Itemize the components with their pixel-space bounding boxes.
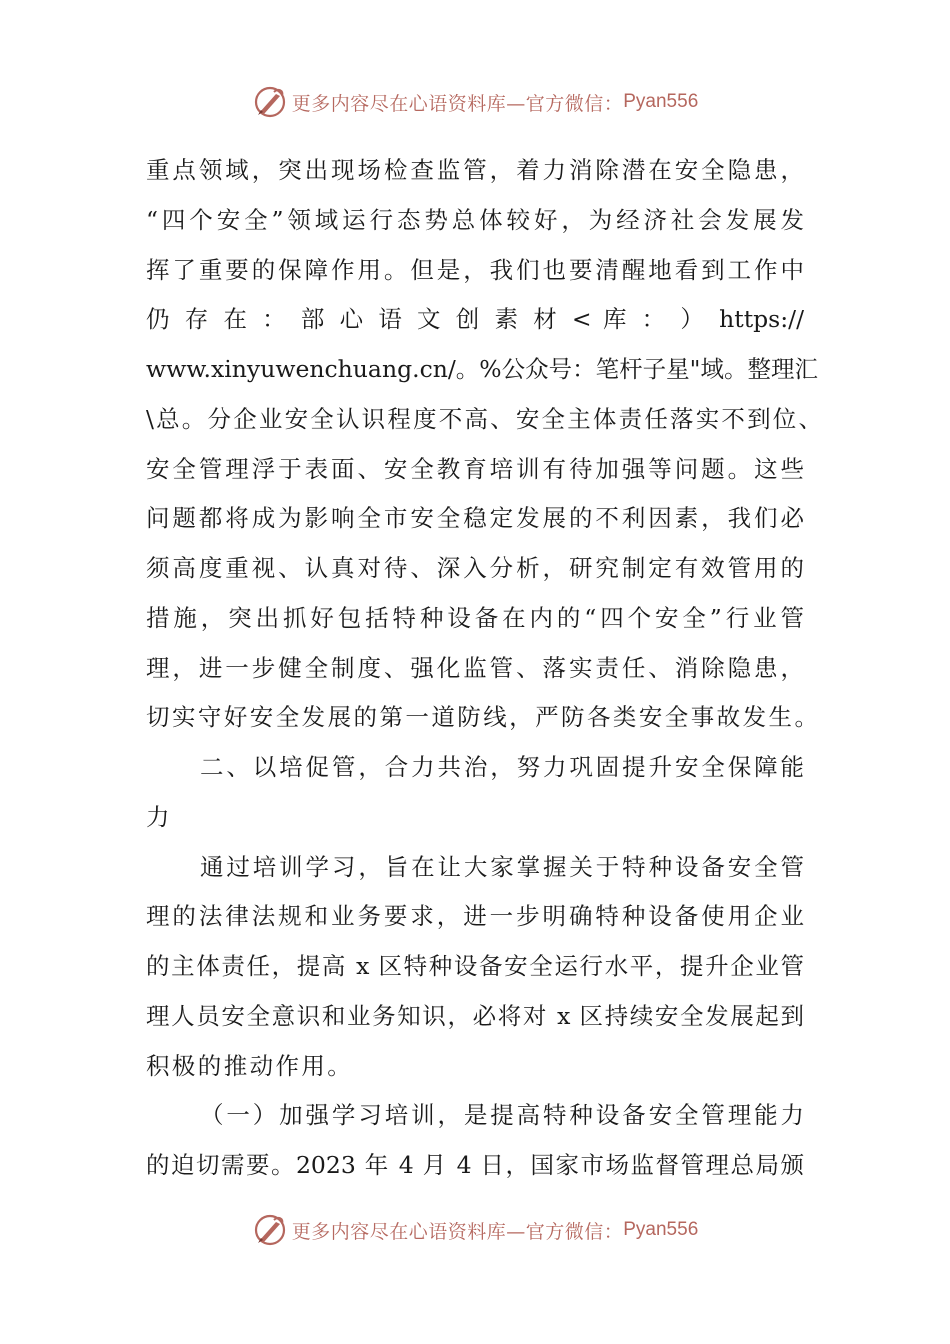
body-line: 须高度重视、认真对待、深入分析，研究制定有效管用的 xyxy=(146,554,804,582)
body-line: 的主体责任，提高 x 区特种设备安全运行水平，提升企业管 xyxy=(146,952,804,980)
body-line: 仍 存 在 ： 部 心 语 文 创 素 材 < 库 ： ） https:// xyxy=(146,305,804,334)
body-line: 安全管理浮于表面、安全教育培训有待加强等问题。这些 xyxy=(146,454,804,483)
document-body xyxy=(146,146,822,1191)
body-line: 理的法律法规和业务要求，进一步明确特种设备使用企业 xyxy=(146,902,804,931)
header-banner xyxy=(0,82,950,122)
body-line: 的迫切需要。2023 年 4 月 4 日，国家市场监督管理总局颁 xyxy=(146,1151,804,1179)
body-line: 问题都将成为影响全市安全稳定发展的不利因素，我们必 xyxy=(146,504,804,533)
pen-nib-logo-icon xyxy=(252,1212,288,1248)
body-line: 通过培训学习，旨在让大家掌握关于特种设备安全管 xyxy=(200,852,804,881)
body-line: www.xinyuwenchuang.cn/。%公众号：笔杆子星"域。整理汇 xyxy=(146,355,818,383)
body-line: “四个安全”领域运行态势总体较好，为经济社会发展发 xyxy=(146,205,804,234)
footer-wechat-id: Pyan556 xyxy=(623,1219,699,1240)
body-line: 重点领域，突出现场检查监管，着力消除潜在安全隐患， xyxy=(146,156,804,184)
body-line: 挥了重要的保障作用。但是，我们也要清醒地看到工作中 xyxy=(146,255,804,284)
section-heading-line: 二、以培促管，合力共治，努力巩固提升安全保障能 xyxy=(200,753,804,781)
body-line: \总。分企业安全认识程度不高、安全主体责任落实不到位、 xyxy=(146,404,822,433)
body-line: 切实守好安全发展的第一道防线，严防各类安全事故发生。 xyxy=(146,703,818,732)
header-banner-text: 更多内容尽在心语资料库—官方微信： xyxy=(291,92,624,115)
body-line: 理，进一步健全制度、强化监管、落实责任、消除隐患， xyxy=(146,653,804,682)
pen-nib-logo-icon xyxy=(252,84,288,120)
subsection-line: （一）加强学习培训，是提高特种设备安全管理能力 xyxy=(200,1101,804,1130)
footer-banner xyxy=(0,1210,950,1250)
header-wechat-id: Pyan556 xyxy=(623,91,699,112)
footer-banner-text: 更多内容尽在心语资料库—官方微信： xyxy=(291,1220,624,1243)
body-line: 积极的推动作用。 xyxy=(146,1051,354,1080)
body-line: 措施，突出抓好包括特种设备在内的“四个安全”行业管 xyxy=(146,603,804,632)
section-heading-line: 力 xyxy=(146,802,172,831)
body-line: 理人员安全意识和业务知识，必将对 x 区持续安全发展起到 xyxy=(146,1001,804,1030)
